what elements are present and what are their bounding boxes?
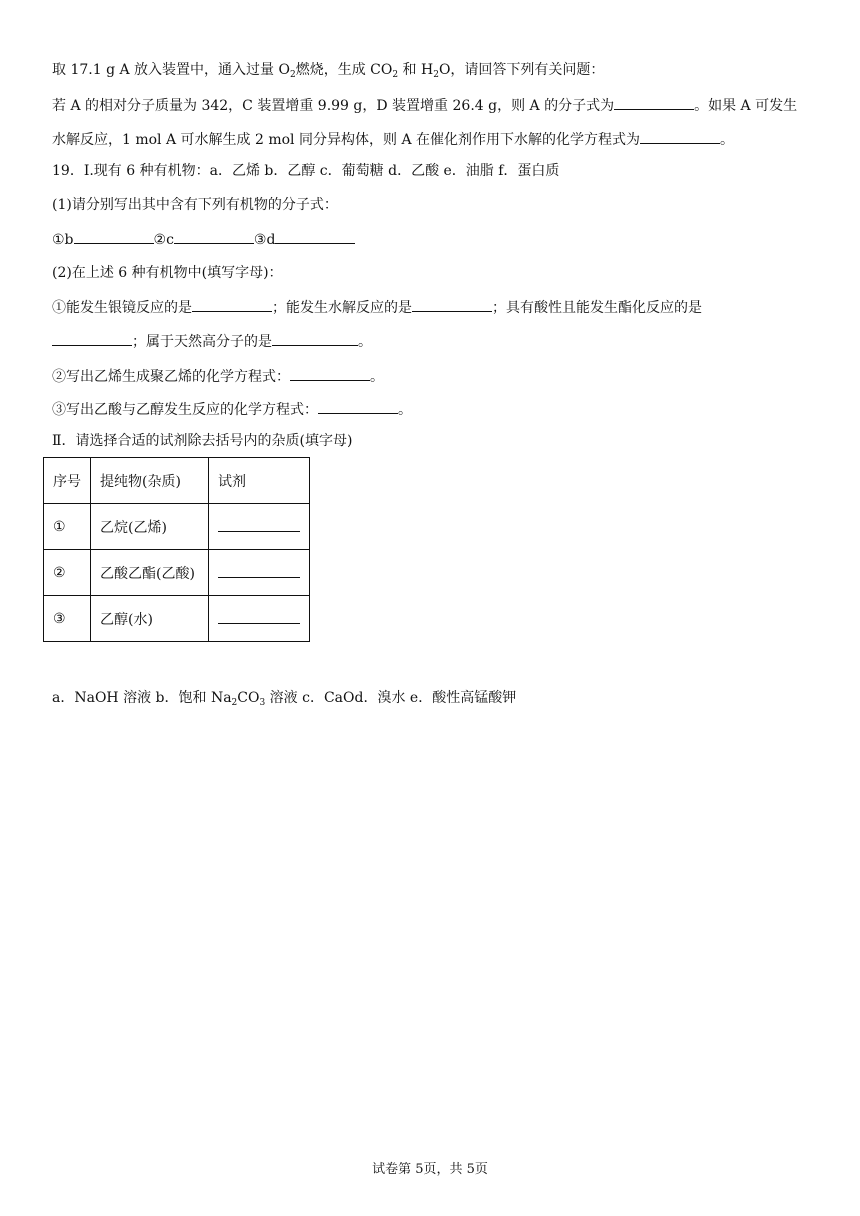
q19-part3: Ⅱ．请选择合适的试剂除去括号内的杂质(填字母) <box>52 433 353 449</box>
table-header-cell: 序号 <box>44 458 91 504</box>
answer-blank[interactable] <box>192 297 272 312</box>
question-line-3: 水解反应，1 mol A 可水解生成 2 mol 同分异构体，则 A 在催化剂作用下水解的化学方程式为 。 <box>52 129 734 150</box>
options-line: a．NaOH 溶液 b．饱和 $Na_2CO_3$ 溶液 c．CaOd．溴水 e．酸性高锰酸钾 <box>52 690 517 708</box>
page-footer: 试卷第 5页，共 5页 <box>372 1162 488 1177</box>
answer-blank[interactable] <box>275 229 355 244</box>
q19-title: 19．Ⅰ.现有 6 种有机物：a．乙烯 b．乙醇 c．葡萄糖 d．乙酸 e．油脂 f．蛋白质 <box>52 163 560 179</box>
answer-blank[interactable] <box>412 297 492 312</box>
table-header-cell: 提纯物(杂质) <box>91 458 209 504</box>
table-cell-answer <box>209 550 310 596</box>
answer-blank[interactable] <box>318 399 398 414</box>
answer-blank[interactable] <box>290 366 370 381</box>
answer-blank[interactable] <box>640 129 720 144</box>
table-row <box>44 596 310 642</box>
table-row <box>44 550 310 596</box>
intro-line: 取 17.1 g A 放入装置中，通入过量 $O_2$燃烧，生成 $CO_2$ 和 $H_2O$，请回答下列有关问题： <box>52 62 605 80</box>
reagent-table <box>43 457 310 642</box>
table-cell-answer <box>209 504 310 550</box>
answer-blank[interactable] <box>218 563 300 578</box>
table-row <box>44 504 310 550</box>
q19-sub2: ②写出乙烯生成聚乙烯的化学方程式： 。 <box>52 366 384 387</box>
table-cell-item: 乙酸乙酯(乙酸) <box>91 550 209 596</box>
q19-part1: (1)请分别写出其中含有下列有机物的分子式： <box>52 197 338 213</box>
answer-blank[interactable] <box>218 517 300 532</box>
q19-fill-line: ①b ②c ③d <box>52 229 355 250</box>
q19-part2: (2)在上述 6 种有机物中(填写字母)： <box>52 265 283 281</box>
table-cell-no: ① <box>44 504 91 550</box>
question-line-2: 若 A 的相对分子质量为 342，C 装置增重 9.99 g，D 装置增重 26.4 g，则 A 的分子式为 。如果 A 可发生 <box>52 95 797 116</box>
table-cell-no: ③ <box>44 596 91 642</box>
table-cell-item: 乙烷(乙烯) <box>91 504 209 550</box>
table-header-row <box>44 458 310 504</box>
answer-blank[interactable] <box>74 229 154 244</box>
q19-sub1: ①能发生银镜反应的是 ；能发生水解反应的是 ；具有酸性且能发生酯化反应的是 <box>52 297 702 318</box>
table-cell-no: ② <box>44 550 91 596</box>
q19-sub3: ③写出乙酸与乙醇发生反应的化学方程式： 。 <box>52 399 412 420</box>
table-cell-item: 乙醇(水) <box>91 596 209 642</box>
answer-blank[interactable] <box>174 229 254 244</box>
answer-blank[interactable] <box>272 331 358 346</box>
answer-blank[interactable] <box>614 95 694 110</box>
table-cell-answer <box>209 596 310 642</box>
answer-blank[interactable] <box>52 331 132 346</box>
q19-sub1-cont: ；属于天然高分子的是 。 <box>52 331 372 352</box>
table-header-cell: 试剂 <box>209 458 310 504</box>
answer-blank[interactable] <box>218 609 300 624</box>
